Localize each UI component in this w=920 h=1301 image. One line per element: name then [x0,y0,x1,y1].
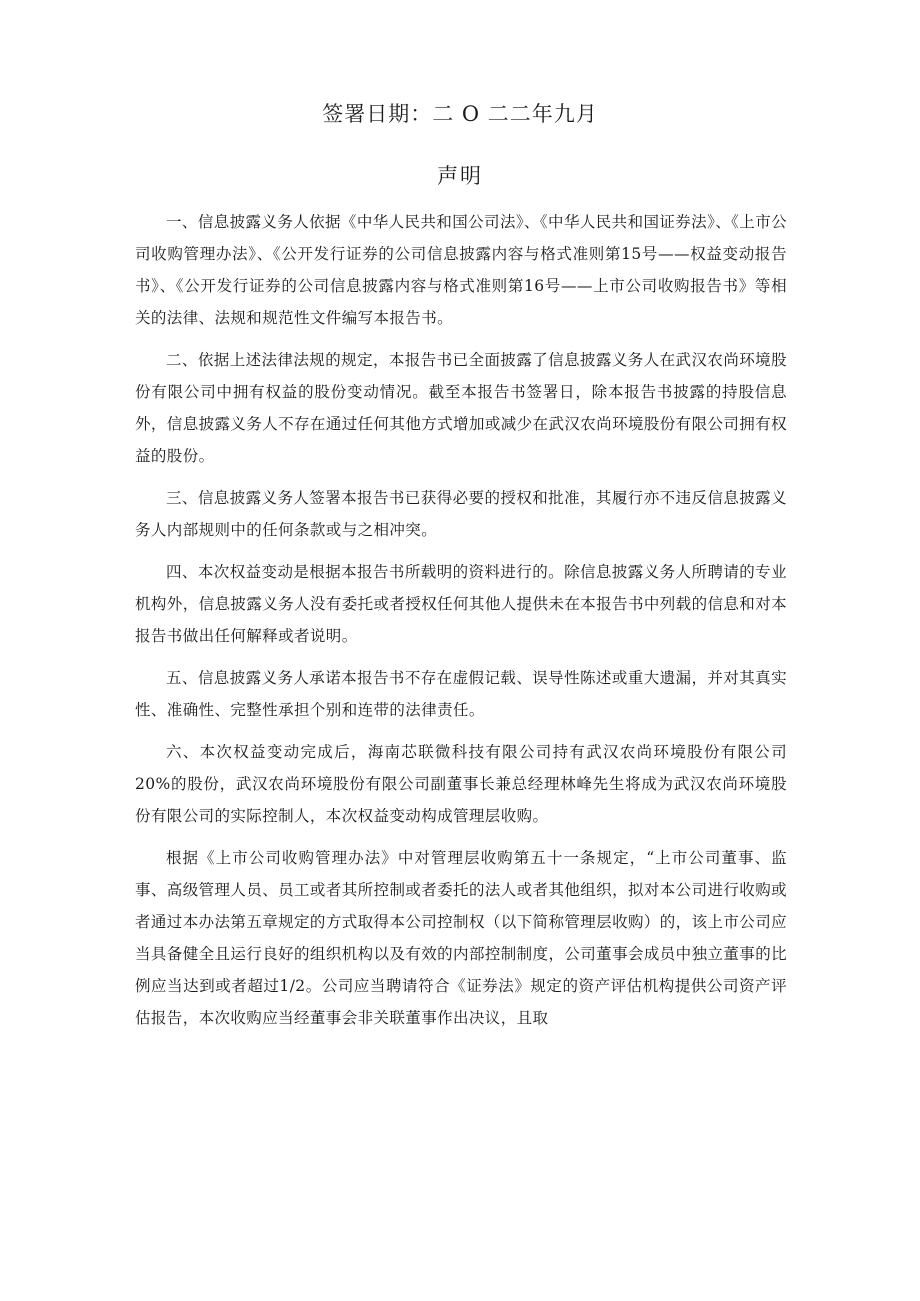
paragraph-6: 六、本次权益变动完成后，海南芯联微科技有限公司持有武汉农尚环境股份有限公司20%的股份，武汉农尚环境股份有限公司副董事长兼总经理林峰先生将成为武汉农尚环境股份有限公司的实际控制人，本次权益变动构成管理层收购。 [135,743,787,825]
paragraph-7: 根据《上市公司收购管理办法》中对管理层收购第五十一条规定，“上市公司董事、监事、高级管理人员、员工或者其所控制或者委托的法人或者其他组织，拟对本公司进行收购或者通过本办法第五章规定的方式取得本公司控制权（以下简称管理层收购）的，该上市公司应当具备健全且运行良好的组织机构以及有效的内部控制制度，公司董事会成员中独立董事的比例应当达到或者超过1/2。公司应当聘请符合《证券法》规定的资产评估机构提供公司资产评估报告，本次收购应当经董事会非关联董事作出决议，且取 [135,849,787,1027]
declaration-heading: 声明 [437,164,483,188]
paragraph-1: 一、信息披露义务人依据《中华人民共和国公司法》、《中华人民共和国证券法》、《上市公司收购管理办法》、《公开发行证券的公司信息披露内容与格式准则第15号——权益变动报告书》、《公开发行证券的公司信息披露内容与格式准则第16号——上市公司收购报告书》等相关的法律、法规和规范性文件编写本报告书。 [135,213,787,327]
paragraph-2: 二、依据上述法律法规的规定，本报告书已全面披露了信息披露义务人在武汉农尚环境股份有限公司中拥有权益的股份变动情况。截至本报告书签署日，除本报告书披露的持股信息外，信息披露义务人不存在通过任何其他方式增加或减少在武汉农尚环境股份有限公司拥有权益的股份。 [135,351,787,465]
paragraph-5: 五、信息披露义务人承诺本报告书不存在虚假记载、误导性陈述或重大遗漏，并对其真实性、准确性、完整性承担个别和连带的法律责任。 [135,669,787,719]
declaration-body [135,206,787,1044]
paragraph-4: 四、本次权益变动是根据本报告书所载明的资料进行的。除信息披露义务人所聘请的专业机构外，信息披露义务人没有委托或者授权任何其他人提供未在本报告书中列载的信息和对本报告书做出任何解释或者说明。 [135,563,787,645]
signing-date: 签署日期：二 O 二二年九月 [322,102,598,126]
paragraph-3: 三、信息披露义务人签署本报告书已获得必要的授权和批准，其履行亦不违反信息披露义务人内部规则中的任何条款或与之相冲突。 [135,489,787,539]
